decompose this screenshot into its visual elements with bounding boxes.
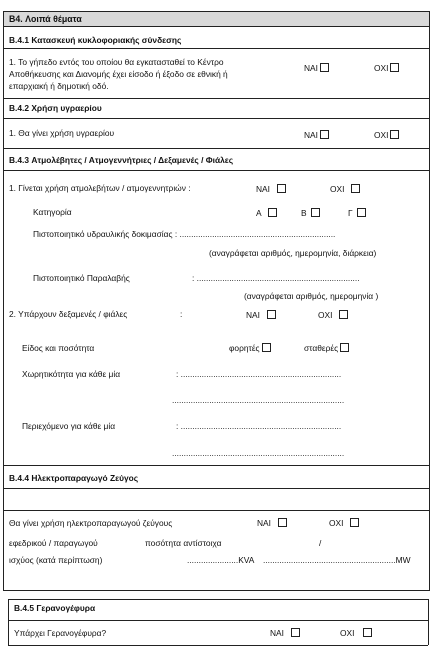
- section-heading: B.4.2 Χρήση υγραερίου: [9, 103, 102, 113]
- fixed-label: σταθερές: [304, 343, 339, 353]
- rule: [8, 599, 428, 600]
- no-checkbox[interactable]: [390, 63, 399, 72]
- generator-type-label: εφεδρικού / παραγωγού: [9, 538, 98, 548]
- fixed-checkbox[interactable]: [340, 343, 349, 352]
- no-option: [374, 63, 399, 74]
- yes-option: [256, 184, 286, 195]
- contents-label: Περιεχόμενο για κάθε μία: [22, 421, 116, 431]
- mw-field[interactable]: .........................................................MW: [263, 555, 411, 565]
- capacity-field[interactable]: : .....................................................................: [176, 369, 342, 379]
- capacity-label: Χωρητικότητα για κάθε μία: [22, 369, 121, 379]
- rule: [3, 98, 429, 99]
- category-c-label: Γ: [348, 208, 353, 218]
- contents-field[interactable]: : .....................................................................: [176, 421, 342, 431]
- rule: [8, 620, 428, 621]
- no-label: ΟΧΙ: [329, 518, 344, 528]
- kva-field[interactable]: ......................KVA: [187, 555, 255, 565]
- category-a-option: [256, 208, 277, 219]
- yes-option: [304, 130, 329, 141]
- contents-field-2[interactable]: ..........................................................................: [172, 448, 345, 458]
- category-b-option: [301, 208, 320, 219]
- no-option: [340, 628, 372, 639]
- no-checkbox[interactable]: [363, 628, 372, 637]
- no-checkbox[interactable]: [339, 310, 348, 319]
- portable-checkbox[interactable]: [262, 343, 271, 352]
- category-label: Κατηγορία: [33, 207, 72, 217]
- yes-label: ΝΑΙ: [257, 518, 271, 528]
- yes-label: ΝΑΙ: [256, 184, 270, 194]
- receipt-certificate-label: Πιστοποιητικό Παραλαβής: [33, 273, 130, 283]
- question-text: 1. Το γήπεδο εντός του οποίου θα εγκατασταθεί το Κέντρο: [9, 57, 224, 67]
- fixed-option: [304, 343, 349, 354]
- rule: [3, 118, 429, 119]
- receipt-certificate-note: (αναγράφεται αριθμός, ημερομηνία ): [244, 291, 379, 301]
- yes-checkbox[interactable]: [267, 310, 276, 319]
- yes-label: ΝΑΙ: [246, 310, 260, 320]
- yes-checkbox[interactable]: [277, 184, 286, 193]
- no-option: [329, 518, 359, 529]
- question-text: Θα γίνει χρήση ηλεκτροπαραγωγού ζεύγους: [9, 518, 173, 528]
- quantity-label: ποσότητα αντίστοιχα: [145, 538, 222, 548]
- yes-checkbox[interactable]: [278, 518, 287, 527]
- question-text: Αποθήκευσης και Διανομής έχει είσοδο ή έξοδο σε εθνική ή: [9, 69, 228, 79]
- category-b-label: Β: [301, 208, 307, 218]
- rule: [3, 170, 429, 171]
- rule: [3, 510, 429, 511]
- no-label: ΟΧΙ: [340, 628, 355, 638]
- receipt-certificate-field[interactable]: : ......................................................................: [192, 273, 360, 283]
- question-text: 1. Γίνεται χρήση ατμολεβήτων / ατμογεννητριών :: [9, 183, 191, 193]
- no-label: ΟΧΙ: [374, 130, 389, 140]
- rule: [3, 11, 429, 12]
- section-heading: B.4.4 Ηλεκτροπαραγωγό Ζεύγος: [9, 473, 139, 483]
- rule: [3, 465, 429, 466]
- question-text: Υπάρχει Γερανογέφυρα?: [14, 628, 107, 638]
- no-option: [330, 184, 360, 195]
- no-checkbox[interactable]: [390, 130, 399, 139]
- slash: /: [319, 538, 322, 548]
- no-option: [374, 130, 399, 141]
- yes-option: [304, 63, 329, 74]
- yes-checkbox[interactable]: [320, 63, 329, 72]
- section-heading: B.4.5 Γερανογέφυρα: [14, 603, 96, 613]
- section-heading: B.4.1 Κατασκευή κυκλοφοριακής σύνδεσης: [9, 35, 182, 45]
- kind-quantity-label: Είδος και ποσότητα: [22, 343, 95, 353]
- yes-option: [257, 518, 287, 529]
- yes-label: ΝΑΙ: [304, 130, 318, 140]
- question-text: επαρχιακή ή δημοτική οδό.: [9, 81, 109, 91]
- rule: [3, 48, 429, 49]
- yes-checkbox[interactable]: [291, 628, 300, 637]
- box-right: [428, 599, 429, 645]
- page-title: B4. Λοιπά θέματα: [9, 14, 82, 24]
- frame-right: [429, 11, 430, 591]
- rule: [3, 488, 429, 489]
- category-a-checkbox[interactable]: [268, 208, 277, 217]
- question-text: 2. Υπάρχουν δεξαμενές / φιάλες: [9, 309, 128, 319]
- section-heading: B.4.3 Ατμολέβητες / Ατμογεννήτριες / Δεξαμενές / Φιάλες: [9, 155, 234, 165]
- no-label: ΟΧΙ: [330, 184, 345, 194]
- rule: [8, 645, 428, 646]
- no-label: ΟΧΙ: [374, 63, 389, 73]
- no-label: ΟΧΙ: [318, 310, 333, 320]
- portable-option: [229, 343, 271, 354]
- hydraulic-certificate-note: (αναγράφεται αριθμός, ημερομηνία, διάρκεια): [209, 248, 377, 258]
- capacity-field-2[interactable]: ..........................................................................: [172, 395, 345, 405]
- no-option: [318, 310, 348, 321]
- category-c-option: [348, 208, 366, 219]
- yes-option: [270, 628, 300, 639]
- question-text: 1. Θα γίνει χρήση υγραερίου: [9, 128, 115, 138]
- colon: :: [180, 309, 183, 319]
- power-label: ισχύος (κατά περίπτωση): [9, 555, 103, 565]
- rule: [3, 590, 429, 591]
- yes-label: ΝΑΙ: [304, 63, 318, 73]
- portable-label: φορητές: [229, 343, 260, 353]
- no-checkbox[interactable]: [350, 518, 359, 527]
- no-checkbox[interactable]: [351, 184, 360, 193]
- category-c-checkbox[interactable]: [357, 208, 366, 217]
- rule: [3, 148, 429, 149]
- yes-option: [246, 310, 276, 321]
- hydraulic-certificate-field[interactable]: Πιστοποιητικό υδραυλικής δοκιμασίας : ...................................................................: [33, 229, 336, 239]
- yes-checkbox[interactable]: [320, 130, 329, 139]
- category-b-checkbox[interactable]: [311, 208, 320, 217]
- box-left: [8, 599, 9, 645]
- category-a-label: Α: [256, 208, 262, 218]
- yes-label: ΝΑΙ: [270, 628, 284, 638]
- rule: [3, 26, 429, 27]
